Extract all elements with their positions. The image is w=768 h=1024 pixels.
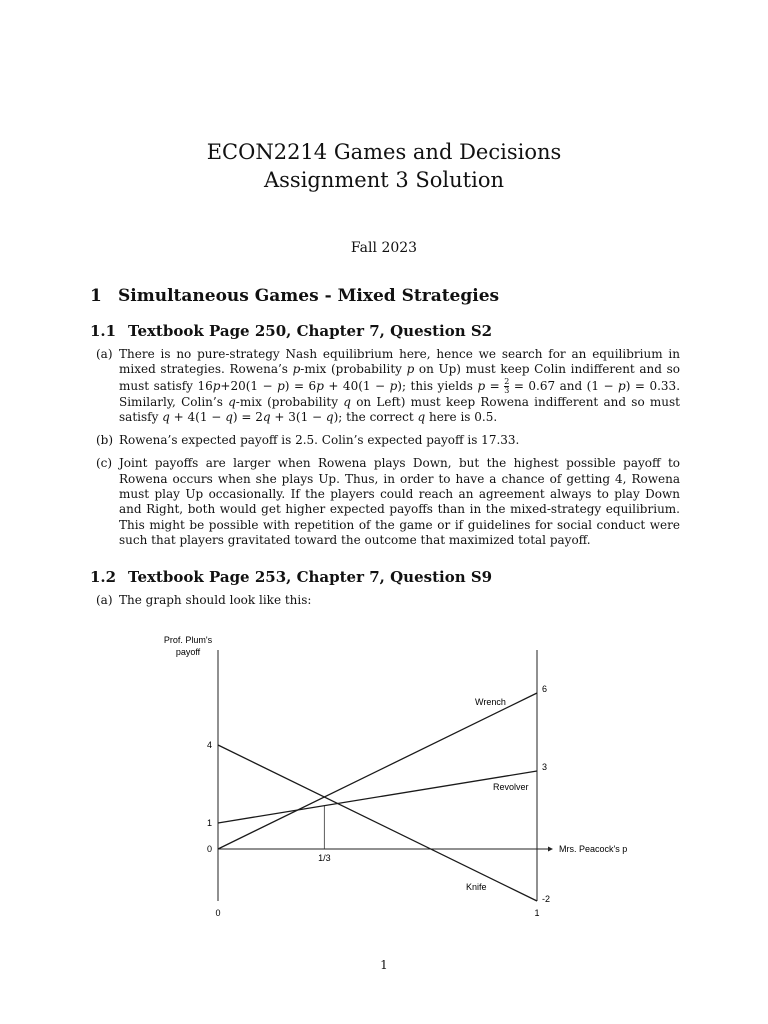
subsection-number: 1.2 [90,568,117,586]
section-heading [90,286,499,306]
item-marker: (b) [96,433,114,448]
right-tick-label: 3 [542,762,548,772]
section-title: Simultaneous Games - Mixed Strategies [118,286,500,306]
document-title: ECON2214 Games and Decisions [206,140,562,164]
subsection-title: Textbook Page 250, Chapter 7, Question S2 [128,322,493,340]
left-tick-label: 0 [206,844,212,854]
answer-text-a: The graph should look like this: [119,593,312,607]
question-s9-answers [90,593,680,616]
subsection-number: 1.1 [90,322,117,340]
x-tick-label: 0 [215,908,221,918]
x-axis-label: Mrs. Peacock's p [559,844,628,854]
answer-item-a [90,593,680,608]
series-label-revolver: Revolver [493,782,529,792]
item-marker: (a) [96,347,113,361]
document-date: Fall 2023 [350,240,418,256]
page-number: 1 [380,958,388,972]
left-tick-label: 1 [206,818,212,828]
left-tick-label: 4 [206,740,212,750]
item-marker: (a) [96,593,113,607]
answer-text-b: Rowena’s expected payoff is 2.5. Colin’s expected payoff is 17.33. [119,433,520,448]
payoff-graph [150,628,650,928]
y-axis-label-line2: payoff [175,647,201,657]
series-line-knife [218,745,537,901]
answer-item-c [90,456,680,548]
item-marker: (c) [96,456,113,471]
x-axis-arrow [548,847,553,852]
series-label-knife: Knife [466,882,487,892]
series-line-revolver [218,771,537,823]
y-axis-label-line1: Prof. Plum's [163,635,213,645]
x-tick-label: 1 [534,908,540,918]
series-line-wrench [218,693,537,849]
right-tick-label: -2 [542,894,551,904]
answer-text-a: There is no pure-strategy Nash equilibrium here, hence we search for an equilibrium in mixed strategies. Rowena’s p-mix (probability p on Up) must keep Colin indifferent and so must satisfy 16p+20(1 − p) = 6p + 40(1 − p); this yields p = $\frac{2}{3}$ = 0.67 and (1 − p) = 0.33. Similarly, Colin’s q-mix (probability q on Left) must keep Rowena indifferent and so must satisfy q + 4(1 − q) = 2q + 3(1 − q); the correct q here is 0.5. [119,347,681,424]
series-label-wrench: Wrench [475,697,506,707]
question-s2-answers [90,347,680,556]
answer-item-b [90,433,680,448]
section-number: 1 [90,286,102,306]
subsection-heading-1-1 [90,322,492,340]
right-tick-label: 6 [542,684,548,694]
subsection-heading-1-2 [90,568,492,586]
title-block [0,138,768,194]
subsection-title: Textbook Page 253, Chapter 7, Question S9 [128,568,493,586]
marker-label: 1/3 [318,853,331,863]
answer-item-a [90,347,680,425]
answer-text-c: Joint payoffs are larger when Rowena plays Down, but the highest possible payoff to Rowena occurs when she plays Up. Thus, in order to have a chance of getting 4, Rowena must play Up occasionally. If the players could reach an agreement always to play Down and Right, both would get higher expected payoffs than in the mixed-strategy equilibrium. This might be possible with repetition of the game or if guidelines for social conduct were such that players gravitated toward the outcome that maximized total payoff. [119,456,680,547]
fraction: $\frac{2}{3}$ [504,376,510,395]
document-subtitle: Assignment 3 Solution [263,168,504,192]
